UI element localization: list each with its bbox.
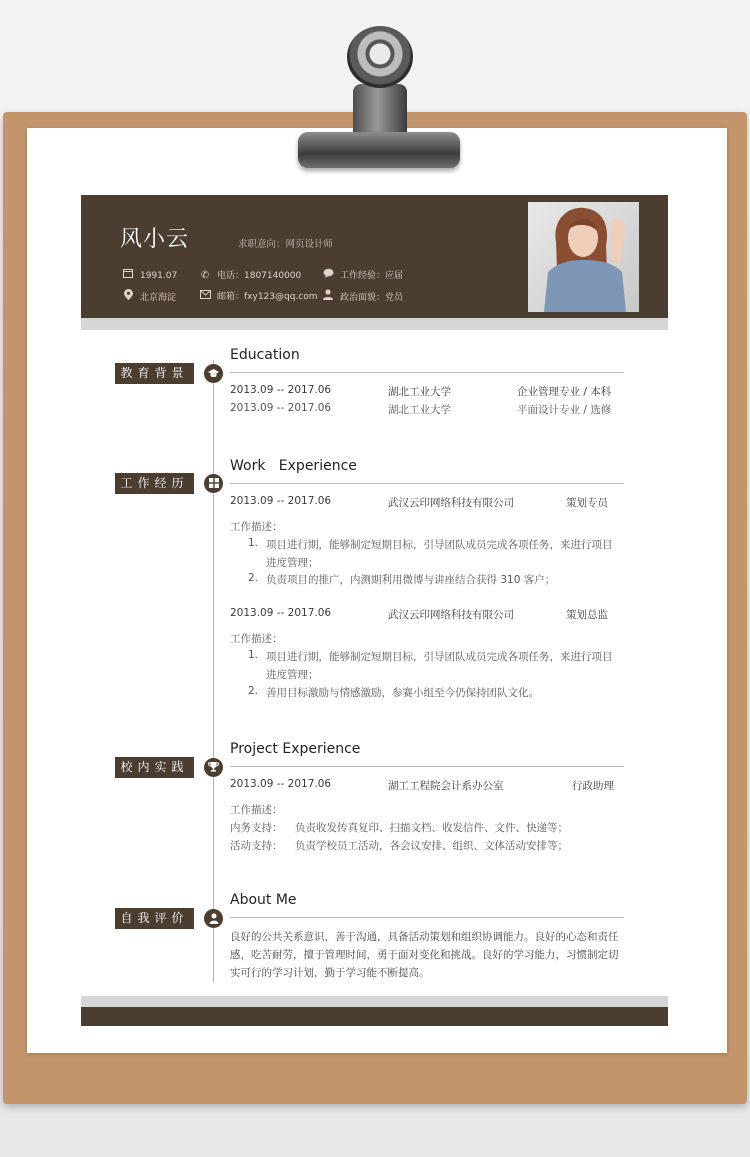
person-icon bbox=[204, 909, 223, 928]
about-label: 自我评价 bbox=[115, 908, 194, 929]
calendar-icon bbox=[122, 268, 134, 281]
job2-item1-num: 1. bbox=[248, 649, 259, 661]
experience-info bbox=[322, 268, 403, 281]
project-title: Project Experience bbox=[230, 741, 361, 757]
project-line1-value: 负责收发传真复印、扫描文档、收发信件、文件、快递等； bbox=[295, 822, 568, 834]
chat-bubble-icon bbox=[322, 268, 334, 281]
education-title: Education bbox=[230, 347, 300, 363]
trophy-icon bbox=[204, 758, 223, 777]
job1-item1-line1: 项目进行期，能够制定短期目标，引导团队成员完成各项任务，来进行项目 bbox=[266, 539, 613, 551]
about-rule bbox=[230, 917, 624, 918]
birth-info bbox=[122, 268, 177, 281]
profile-photo bbox=[528, 202, 639, 312]
work-rule bbox=[230, 483, 624, 484]
windows-grid-icon bbox=[204, 474, 223, 493]
work-label: 工作经历 bbox=[115, 473, 194, 494]
project-line2-value: 负责学校员工活动，各会议安排、组织、文体活动安排等； bbox=[295, 840, 568, 852]
project-line2-key: 活动支持： bbox=[230, 840, 283, 852]
edu-school-2: 湖北工业大学 bbox=[388, 404, 451, 416]
job2-item2-line1: 善用目标激励与情感激励，参赛小组至今仍保持团队文化。 bbox=[266, 687, 539, 699]
header-strip bbox=[81, 318, 668, 330]
job2-position: 策划总监 bbox=[566, 609, 608, 621]
edu-period-1: 2013.09 -- 2017.06 bbox=[230, 384, 332, 396]
phone-icon: ✆ bbox=[200, 270, 210, 281]
project-desc-label: 工作描述： bbox=[230, 804, 283, 816]
job1-desc-label: 工作描述： bbox=[230, 521, 283, 533]
email-text: 邮箱：fxy123@qq.com bbox=[217, 292, 318, 302]
about-title: About Me bbox=[230, 892, 297, 908]
edu-major-2: 平面设计专业 / 选修 bbox=[517, 404, 612, 416]
edu-major-1: 企业管理专业 / 本科 bbox=[517, 386, 612, 398]
project-rule bbox=[230, 766, 624, 767]
footer-bar bbox=[81, 1007, 668, 1026]
mail-icon bbox=[199, 290, 211, 302]
job2-item1-line2: 进度管理； bbox=[266, 669, 319, 681]
education-rule bbox=[230, 372, 624, 373]
footer-strip bbox=[81, 996, 668, 1007]
job-intent: 求职意向：网页设计师 bbox=[238, 239, 334, 250]
job2-company: 武汉云印网络科技有限公司 bbox=[388, 609, 514, 621]
timeline-line bbox=[213, 360, 214, 982]
job1-item2-line1: 负责项目的推广，内测期利用微博与讲座结合获得 310 客户； bbox=[266, 574, 556, 586]
location-info bbox=[122, 289, 176, 303]
location-pin-icon bbox=[122, 289, 134, 303]
graduation-cap-icon bbox=[204, 364, 223, 383]
edu-period-2: 2013.09 -- 2017.06 bbox=[230, 402, 332, 414]
politics-info bbox=[322, 289, 403, 303]
job2-item1-line1: 项目进行期，能够制定短期目标，引导团队成员完成各项任务，来进行项目 bbox=[266, 651, 613, 663]
job1-period: 2013.09 -- 2017.06 bbox=[230, 495, 332, 507]
politics-text: 政治面貌：党员 bbox=[340, 293, 404, 303]
user-icon bbox=[322, 289, 334, 303]
project-line1-key: 内务支持： bbox=[230, 822, 283, 834]
experience-text: 工作经验：应届 bbox=[340, 271, 404, 281]
project-label: 校内实践 bbox=[115, 757, 194, 778]
phone-info bbox=[199, 268, 301, 281]
job2-desc-label: 工作描述： bbox=[230, 633, 283, 645]
location-text: 北京海淀 bbox=[140, 293, 177, 303]
education-label: 教育背景 bbox=[115, 363, 194, 384]
job1-position: 策划专员 bbox=[566, 497, 608, 509]
clip-ring bbox=[347, 26, 413, 88]
job2-period: 2013.09 -- 2017.06 bbox=[230, 607, 332, 619]
edu-school-1: 湖北工业大学 bbox=[388, 386, 451, 398]
job1-item1-line2: 进度管理； bbox=[266, 557, 319, 569]
job1-item1-num: 1. bbox=[248, 537, 259, 549]
project-period: 2013.09 -- 2017.06 bbox=[230, 778, 332, 790]
work-title: Work Experience bbox=[230, 458, 357, 474]
project-role: 行政助理 bbox=[572, 780, 614, 792]
project-org: 湖工工程院会计系办公室 bbox=[388, 780, 504, 792]
job2-item2-num: 2. bbox=[248, 685, 259, 697]
phone-text: 电话：1807140000 bbox=[217, 271, 302, 281]
job1-company: 武汉云印网络科技有限公司 bbox=[388, 497, 514, 509]
birth-text: 1991.07 bbox=[140, 271, 178, 281]
candidate-name: 风小云 bbox=[120, 227, 190, 252]
email-info bbox=[199, 289, 318, 302]
job1-item2-num: 2. bbox=[248, 572, 259, 584]
clip-base bbox=[298, 132, 460, 168]
about-text: 良好的公共关系意识，善于沟通，具备活动策划和组织协调能力。良好的心态和责任感，吃苦耐劳，擅于管理时间，勇于面对变化和挑战。良好的学习能力，习惯制定切实可行的学习计划，勤于学习能不断提高。 bbox=[230, 931, 619, 979]
